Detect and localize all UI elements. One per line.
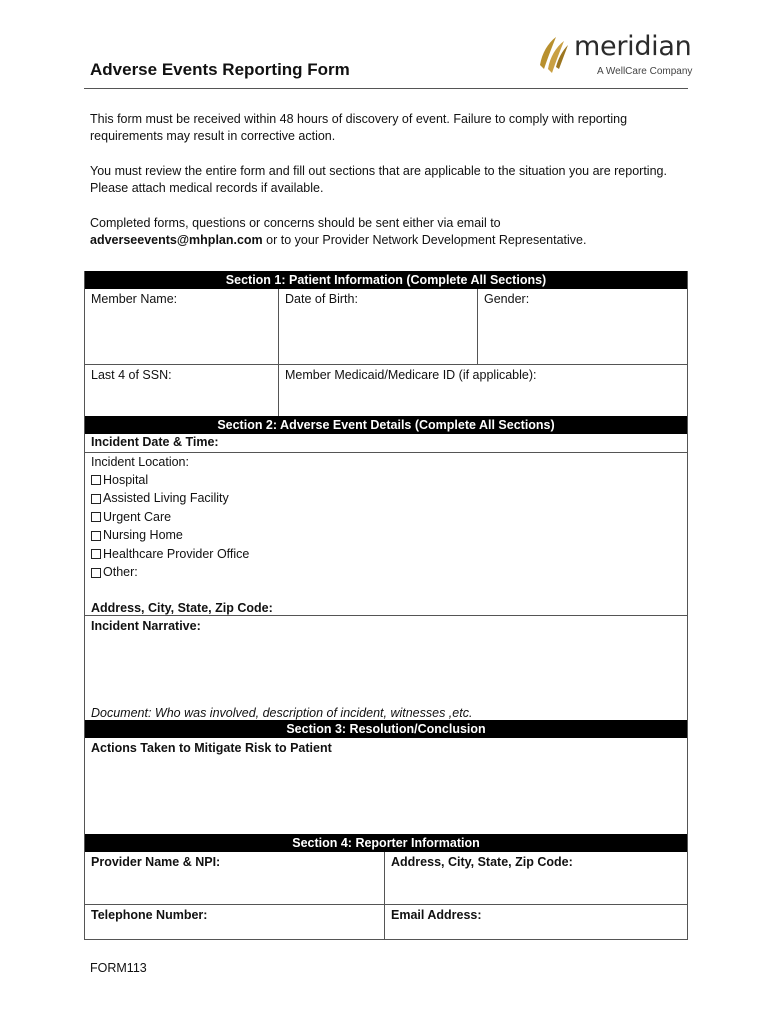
- intro-paragraph-3: [90, 215, 670, 249]
- checkbox-icon[interactable]: [91, 531, 101, 541]
- option-label: Healthcare Provider Office: [103, 546, 250, 561]
- incident-narrative-row: [85, 615, 687, 720]
- incident-datetime-field[interactable]: Incident Date & Time:: [91, 435, 219, 449]
- telephone-field[interactable]: Telephone Number:: [91, 908, 208, 922]
- section-2-heading: Section 2: Adverse Event Details (Complete All Sections): [85, 416, 687, 434]
- contact-email-link[interactable]: adverseevents@mhplan.com: [90, 233, 263, 247]
- intro-text-tail: or to your Provider Network Development Representative.: [262, 233, 587, 247]
- location-option-provider-office[interactable]: [91, 545, 681, 564]
- intro-paragraph-1: This form must be received within 48 hours of discovery of event. Failure to comply with reporting requirements may result in corrective action.: [90, 112, 628, 143]
- incident-datetime-row: [85, 434, 687, 452]
- email-address-field[interactable]: Email Address:: [384, 905, 687, 939]
- dob-field[interactable]: Date of Birth:: [278, 289, 477, 364]
- incident-location-row: [85, 452, 687, 615]
- ssn-field[interactable]: Last 4 of SSN:: [91, 368, 172, 382]
- option-label: Assisted Living Facility: [103, 491, 229, 506]
- reporter-row-1: [85, 852, 687, 904]
- logo-subtitle: A WellCare Company: [597, 66, 693, 77]
- option-label: Urgent Care: [103, 509, 172, 524]
- intro-paragraph-2: You must review the entire form and fill out sections that are applicable to the situation you are reporting. Please attach medical records if available.: [90, 164, 667, 195]
- incident-narrative-label: Incident Narrative:: [91, 619, 201, 633]
- incident-address-field[interactable]: Address, City, State, Zip Code:: [91, 601, 273, 615]
- checkbox-icon[interactable]: [91, 475, 101, 485]
- section-4-heading: Section 4: Reporter Information: [85, 834, 687, 852]
- page-title: Adverse Events Reporting Form: [90, 60, 350, 79]
- meridian-leaf-icon: [536, 35, 572, 75]
- reporter-row-2: [85, 904, 687, 939]
- incident-narrative-field[interactable]: [85, 616, 687, 720]
- patient-id-row: [85, 364, 687, 416]
- section-1-heading: Section 1: Patient Information (Complete All Sections): [85, 271, 687, 289]
- option-label: Hospital: [103, 472, 149, 487]
- checkbox-icon[interactable]: [91, 494, 101, 504]
- location-option-hospital[interactable]: [91, 471, 681, 490]
- incident-location-block: [85, 453, 687, 615]
- reporter-address-field[interactable]: Address, City, State, Zip Code:: [384, 852, 687, 904]
- medicaid-id-field[interactable]: Member Medicaid/Medicare ID (if applicable):: [278, 365, 687, 416]
- location-option-urgent-care[interactable]: [91, 508, 681, 527]
- mitigation-actions-field[interactable]: Actions Taken to Mitigate Risk to Patient: [91, 741, 332, 755]
- checkbox-icon[interactable]: [91, 568, 101, 578]
- member-name-field[interactable]: Member Name:: [91, 292, 178, 306]
- location-option-other[interactable]: [91, 564, 681, 583]
- gender-field[interactable]: Gender:: [477, 289, 687, 364]
- intro-text: Completed forms, questions or concerns should be sent either via email to: [90, 216, 501, 230]
- patient-info-row: [85, 289, 687, 364]
- provider-npi-field[interactable]: Provider Name & NPI:: [91, 855, 221, 869]
- meridian-logo: [536, 31, 696, 83]
- report-form: [84, 271, 688, 940]
- checkbox-icon[interactable]: [91, 512, 101, 522]
- resolution-row: [85, 738, 687, 834]
- checkbox-icon[interactable]: [91, 549, 101, 559]
- logo-wordmark: meridian: [574, 31, 692, 62]
- option-label: Nursing Home: [103, 528, 183, 543]
- form-id: FORM113: [90, 961, 147, 975]
- location-option-nursing-home[interactable]: [91, 527, 681, 546]
- option-label: Other:: [103, 565, 138, 580]
- incident-location-label: Incident Location:: [91, 455, 189, 469]
- location-option-assisted-living[interactable]: [91, 490, 681, 509]
- incident-narrative-hint: Document: Who was involved, description of incident, witnesses ,etc.: [91, 706, 473, 720]
- title-divider: [84, 88, 688, 89]
- section-3-heading: Section 3: Resolution/Conclusion: [85, 720, 687, 738]
